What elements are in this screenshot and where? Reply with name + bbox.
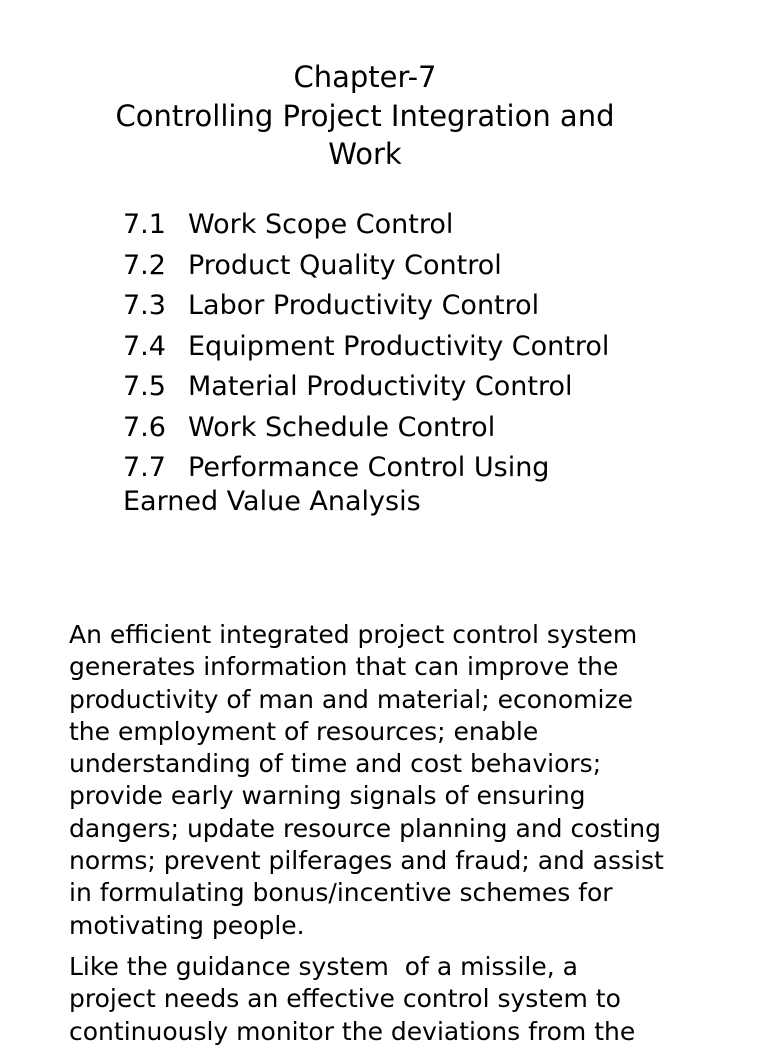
paragraph-line: project needs an effective control system to bbox=[69, 984, 621, 1014]
toc-item-label: Material Productivity Control bbox=[188, 371, 573, 402]
toc-item-7-2 bbox=[123, 249, 683, 283]
toc-item-number: 7.3 bbox=[123, 290, 166, 321]
paragraph-line: dangers; update resource planning and costing bbox=[69, 813, 662, 843]
chapter-title-block bbox=[0, 58, 730, 174]
toc-item-number: 7.2 bbox=[123, 249, 166, 281]
toc-item-label: Work Schedule Control bbox=[188, 411, 496, 443]
toc-item-number: 7.6 bbox=[123, 411, 166, 443]
paragraph-line: Like the guidance system of a missile, a bbox=[69, 952, 578, 981]
toc-item-7-5 bbox=[123, 370, 683, 404]
toc-item-label-continuation: Earned Value Analysis bbox=[123, 486, 421, 517]
toc-item-number: 7.4 bbox=[123, 330, 166, 362]
paragraph-line: An efficient integrated project control system bbox=[69, 620, 638, 649]
toc-item-number: 7.5 bbox=[123, 371, 166, 402]
paragraph-line: continuously monitor the deviations from the bbox=[69, 1016, 636, 1046]
body-paragraph-1 bbox=[69, 619, 729, 942]
paragraph-line: generates information that can improve the bbox=[69, 652, 619, 682]
toc-item-7-4 bbox=[123, 330, 683, 364]
paragraph-line: in formulating bonus/incentive schemes for bbox=[69, 878, 613, 908]
toc-item-7-6 bbox=[123, 411, 683, 445]
toc-item-label: Equipment Productivity Control bbox=[188, 330, 610, 362]
paragraph-line: provide early warning signals of ensuring bbox=[69, 781, 586, 811]
paragraph-line: motivating people. bbox=[69, 910, 305, 940]
toc-item-label: Performance Control Using bbox=[188, 452, 550, 483]
chapter-title-line-1: Controlling Project Integration and bbox=[115, 98, 615, 133]
paragraph-line: norms; prevent pilferages and fraud; and assist bbox=[69, 846, 664, 876]
paragraph-line: productivity of man and material; economize bbox=[69, 684, 633, 714]
table-of-contents bbox=[123, 208, 683, 526]
toc-item-7-7 bbox=[123, 451, 683, 519]
toc-item-label: Work Scope Control bbox=[188, 209, 454, 240]
toc-item-number: 7.1 bbox=[123, 209, 166, 240]
toc-item-label: Product Quality Control bbox=[188, 249, 502, 281]
toc-item-label: Labor Productivity Control bbox=[188, 290, 540, 321]
chapter-number: Chapter-7 bbox=[293, 60, 437, 94]
paragraph-line: the employment of resources; enable bbox=[69, 716, 539, 746]
toc-item-line bbox=[123, 451, 683, 485]
toc-item-number: 7.7 bbox=[123, 452, 166, 483]
paragraph-line: understanding of time and cost behaviors; bbox=[69, 749, 602, 779]
toc-item-7-1 bbox=[123, 208, 683, 242]
chapter-title-line-2: Work bbox=[328, 137, 402, 171]
body-paragraph-2 bbox=[69, 951, 729, 1048]
toc-item-7-3 bbox=[123, 289, 683, 323]
